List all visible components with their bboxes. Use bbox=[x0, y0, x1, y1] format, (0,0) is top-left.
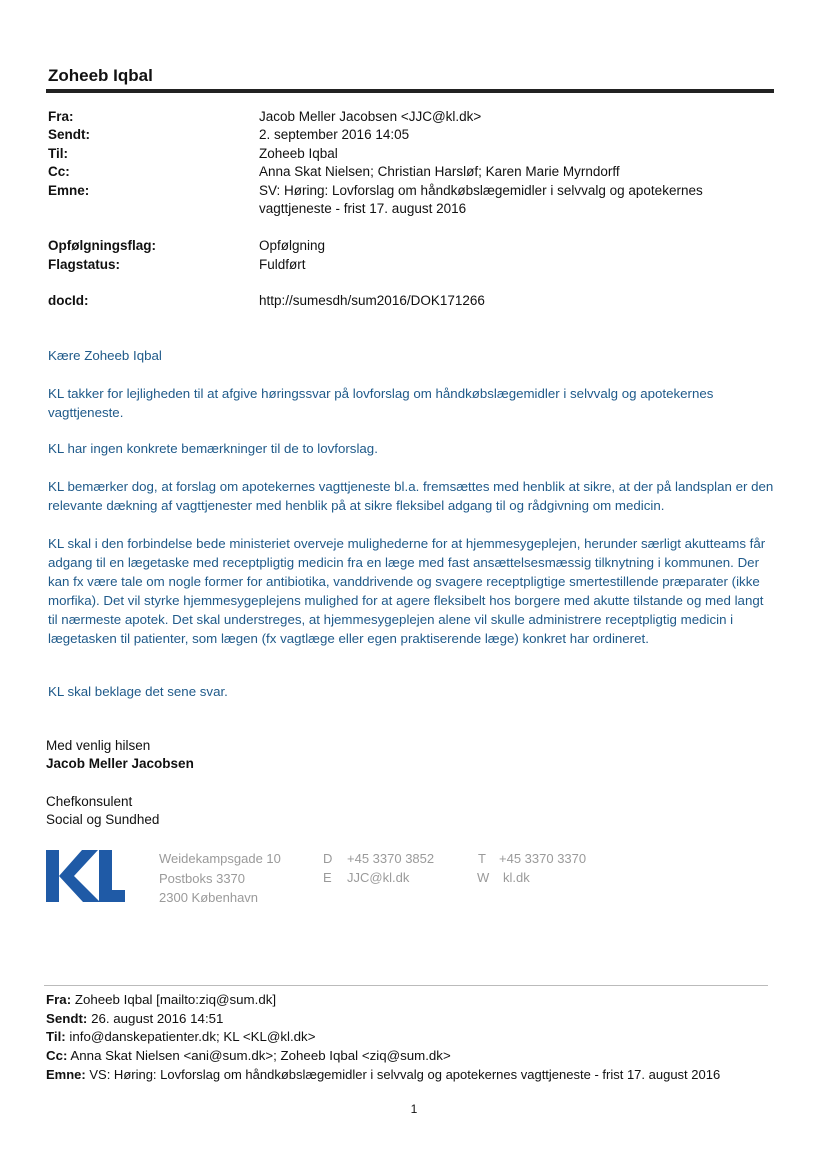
forwarded-value: VS: Høring: Lovforslag om håndkøbslægemidler i selvvalg og apotekernes vagttjeneste - frist 17. august 2016 bbox=[89, 1067, 721, 1082]
body-paragraph: KL skal beklage det sene svar. bbox=[48, 684, 228, 699]
forwarded-value: Anna Skat Nielsen <ani@sum.dk>; Zoheeb Iqbal <ziq@sum.dk> bbox=[70, 1048, 451, 1063]
body-paragraph: KL bemærker dog, at forslag om apotekernes vagttjeneste bl.a. fremsættes med henblik at sikre, at der på landsplan er den relevante dækning af vagttjenester med henblik på at sikre fleksibel adgang til og rådgivning om medicin. bbox=[48, 479, 774, 513]
body-paragraph: KL har ingen konkrete bemærkninger til de to lovforslag. bbox=[48, 441, 378, 456]
body-paragraph: KL takker for lejligheden til at afgive høringssvar på lovforslag om håndkøbslægemidler i selvvalg og apotekernes vagttjeneste. bbox=[48, 386, 714, 420]
header-value: Jacob Meller Jacobsen <JJC@kl.dk> bbox=[259, 109, 482, 124]
kl-logo bbox=[44, 848, 126, 904]
header-label: Fra: bbox=[48, 109, 74, 124]
signer-name: Jacob Meller Jacobsen bbox=[46, 756, 194, 771]
body-paragraph: KL skal i den forbindelse bede ministeriet overveje mulighederne for at hjemmesygeplejen, herunder særligt akutteams får adgang til en lægetaske med receptpligtig medicin fra en læge med fast ansættelsesmæssig tilknytning i kommunen. Der kan fx være tale om nogle former for antibiotika, vanddrivende og svagere receptpligtige smertestillende præparater (ikke morfika). Det vil styrke hjemmesygeplejens mulighed for at agere fleksibelt hos borgere med akutte tilstande og med langt til nærmeste apotek. Det skal understreges, at hjemmesygeplejen alene vil skulle administrere receptpligtig medicin i lægetasken til patienter, som lægen (fx vagtlæge eller egen praktiserende læge) konkret har ordineret. bbox=[48, 536, 766, 646]
address-block bbox=[159, 849, 281, 908]
forwarded-label: Emne: bbox=[46, 1067, 86, 1082]
forwarded-label: Fra: bbox=[46, 992, 72, 1007]
header-label: Cc: bbox=[48, 164, 70, 179]
header-value: Zoheeb Iqbal bbox=[259, 146, 338, 161]
address-line: Postboks 3370 bbox=[159, 870, 246, 886]
forwarded-value: 26. august 2016 14:51 bbox=[91, 1011, 224, 1026]
header-label: Sendt: bbox=[48, 127, 90, 142]
forwarded-subject bbox=[46, 1066, 720, 1084]
signature-email: JJC@kl.dk bbox=[347, 870, 410, 885]
address-line: 2300 København bbox=[159, 890, 259, 905]
forwarded-to bbox=[46, 1028, 315, 1046]
website: kl.dk bbox=[503, 870, 530, 885]
header-value: 2. september 2016 14:05 bbox=[259, 127, 410, 142]
forwarded-from bbox=[46, 991, 276, 1009]
main-phone: +45 3370 3370 bbox=[499, 851, 587, 866]
header-value: SV: Høring: Lovforslag om håndkøbslægemidler i selvvalg og apotekernes vagttjeneste - frist 17. august 2016 bbox=[259, 183, 703, 216]
web-key: W bbox=[477, 870, 490, 885]
header-value: http://sumesdh/sum2016/DOK171266 bbox=[259, 293, 485, 308]
header-value: Fuldført bbox=[259, 257, 306, 272]
page-number: 1 bbox=[410, 1102, 418, 1116]
forwarded-value: info@danskepatienter.dk; KL <KL@kl.dk> bbox=[69, 1029, 316, 1044]
header-label: docId: bbox=[48, 293, 89, 308]
header-label: Flagstatus: bbox=[48, 257, 121, 272]
forwarded-label: Til: bbox=[46, 1029, 66, 1044]
forwarded-cc bbox=[46, 1047, 451, 1065]
header-label: Til: bbox=[48, 146, 68, 161]
forwarded-label: Sendt: bbox=[46, 1011, 88, 1026]
greeting: Kære Zoheeb Iqbal bbox=[48, 348, 162, 363]
header-value: Opfølgning bbox=[259, 238, 326, 253]
header-label: Emne: bbox=[48, 183, 90, 198]
signer-title: Chefkonsulent bbox=[46, 794, 133, 809]
header-label: Opfølgningsflag: bbox=[48, 238, 156, 253]
forwarded-label: Cc: bbox=[46, 1048, 68, 1063]
address-line: Weidekampsgade 10 bbox=[159, 851, 281, 866]
forwarded-value: Zoheeb Iqbal [mailto:ziq@sum.dk] bbox=[74, 992, 277, 1007]
direct-phone-key: D bbox=[323, 851, 333, 866]
mailbox-owner-name: Zoheeb Iqbal bbox=[48, 66, 153, 85]
phone-key: T bbox=[478, 851, 486, 866]
header-value: Anna Skat Nielsen; Christian Harsløf; Karen Marie Myrndorff bbox=[259, 164, 620, 179]
closing: Med venlig hilsen bbox=[46, 738, 151, 753]
forwarded-sent bbox=[46, 1010, 223, 1028]
header-rule bbox=[46, 89, 774, 93]
direct-phone: +45 3370 3852 bbox=[347, 851, 435, 866]
forward-separator bbox=[44, 985, 768, 986]
signer-department: Social og Sundhed bbox=[46, 812, 160, 827]
email-key: E bbox=[323, 870, 332, 885]
